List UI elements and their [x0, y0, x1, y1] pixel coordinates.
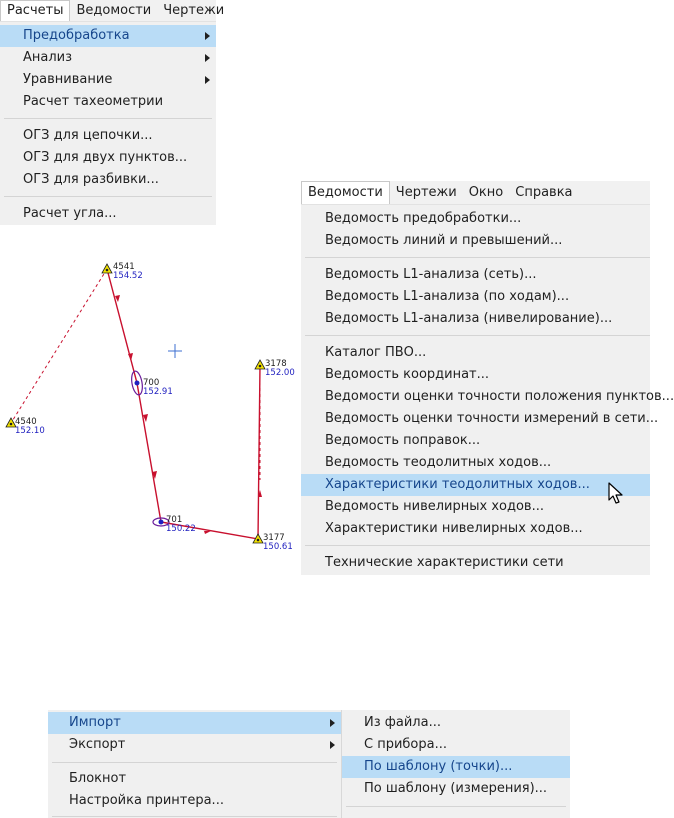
menu-item-label: Ведомость поправок...: [325, 433, 481, 448]
menu-item-l1-hody[interactable]: [301, 286, 650, 308]
menu-item-label: С прибора...: [364, 737, 447, 752]
point-marker: [159, 520, 164, 525]
menu-separator: [346, 806, 566, 807]
menu-item-label: Ведомость оценки точности измерений в сети...: [325, 411, 659, 426]
submenu-arrow-icon: [330, 719, 335, 727]
menu-item-raschet-taheometrii[interactable]: [0, 91, 216, 113]
menu-item-label: Ведомость линий и превышений...: [325, 233, 563, 248]
menu-item-harakteristiki-nivelirnyh[interactable]: [301, 518, 650, 540]
menu-item-label: Технические характеристики сети: [325, 555, 564, 570]
menu-item-ogz-razbivki[interactable]: [0, 169, 216, 191]
menu-item-label: Каталог ПВО...: [325, 345, 427, 360]
menu-item-label: Ведомости оценки точности положения пунктов...: [325, 389, 674, 404]
menu-item-ogz-dvuh-punktov[interactable]: [0, 147, 216, 169]
menu-item-predobrabotka[interactable]: [0, 25, 216, 47]
dropdown-vedomosti: [301, 205, 674, 575]
menubar-okno[interactable]: Окно: [468, 185, 504, 200]
menu-item-nivelirnye-hody[interactable]: [301, 496, 650, 518]
point-id-label: 3178: [265, 359, 287, 369]
menu-item-label: Из файла...: [364, 715, 441, 730]
menu-item-vedomost-predobrabotki[interactable]: [301, 208, 650, 230]
direction-line-dashed: [11, 269, 107, 423]
menu-item-label: ОГЗ для цепочки...: [23, 128, 153, 143]
point-height-label: 154.52: [113, 271, 143, 281]
menu-item-ogz-cepochki[interactable]: [0, 125, 216, 147]
point-height-label: 150.22: [166, 524, 196, 534]
network-drawing: [0, 250, 300, 580]
menu-item-label: Ведомость L1-анализа (сеть)...: [325, 267, 537, 282]
submenu-import: [341, 710, 570, 818]
menu-item-label: Анализ: [23, 50, 73, 65]
traverse-line: [107, 269, 260, 539]
menu-item-tehnicheskie-harakteristiki[interactable]: [301, 552, 650, 574]
menubar-vedomosti[interactable]: Ведомости: [76, 3, 152, 18]
control-point-icon: [6, 264, 265, 543]
menu-item-l1-set[interactable]: [301, 264, 650, 286]
point-height-label: 150.61: [263, 542, 293, 552]
menu-item-label: Настройка принтера...: [69, 793, 224, 808]
submenu-arrow-icon: [205, 76, 210, 84]
crosshair-icon: [168, 344, 182, 358]
menu-item-analiz[interactable]: [0, 47, 216, 69]
menu-item-label: Расчет тахеометрии: [23, 94, 164, 109]
menu-item-label: Экспорт: [69, 737, 126, 752]
menu-item-po-shablonu-izmereniya[interactable]: [342, 778, 570, 800]
menu-file-left: [48, 710, 341, 818]
mouse-cursor-icon: [608, 482, 624, 506]
menu-item-vedomost-liniy[interactable]: [301, 230, 650, 252]
menu-item-teodolitnye-hody[interactable]: [301, 452, 650, 474]
menu-separator: [305, 335, 650, 336]
menu-separator: [305, 257, 650, 258]
menubar-spravka[interactable]: Справка: [515, 185, 573, 200]
menu-item-label: По шаблону (точки)...: [364, 759, 513, 774]
menu-item-po-shablonu-tochki[interactable]: [342, 756, 570, 778]
menu-item-label: Предобработка: [23, 28, 130, 43]
menu-item-label: Расчет угла...: [23, 206, 117, 221]
point-id-label: 700: [143, 378, 160, 388]
menu-item-vedomost-popravok[interactable]: [301, 430, 650, 452]
point-id-label: 4541: [113, 262, 135, 272]
menu-item-label: По шаблону (измерения)...: [364, 781, 548, 796]
menu-item-label: Блокнот: [69, 771, 127, 786]
menu-item-label: ОГЗ для разбивки...: [23, 172, 159, 187]
menu-item-ocenka-punktov[interactable]: [301, 386, 674, 408]
submenu-arrow-icon: [330, 741, 335, 749]
menu-item-ocenka-izmereniy[interactable]: [301, 408, 659, 430]
menubar-raschety[interactable]: Расчеты: [0, 0, 70, 21]
point-height-label: 152.00: [265, 368, 295, 378]
menu-separator: [4, 196, 212, 197]
menubar-2: [301, 181, 650, 205]
menu-item-label: Ведомость теодолитных ходов...: [325, 455, 552, 470]
menu-item-s-pribora[interactable]: [342, 734, 570, 756]
point-height-label: 152.10: [15, 426, 45, 436]
menu-separator: [52, 762, 337, 763]
menu-item-uravnivanie[interactable]: [0, 69, 216, 91]
menu-item-l1-nivelirovanie[interactable]: [301, 308, 650, 330]
menu-item-label: ОГЗ для двух пунктов...: [23, 150, 188, 165]
point-id-label: 3177: [263, 533, 285, 543]
menubar-1: [0, 0, 225, 22]
menu-separator: [52, 816, 337, 817]
menu-separator: [4, 118, 212, 119]
point-height-label: 152.91: [143, 387, 173, 397]
menubar-chertezhi[interactable]: Чертежи: [395, 185, 457, 200]
point-id-label: 701: [166, 515, 183, 525]
point-marker: [135, 381, 140, 386]
menu-item-nastroyka-printera[interactable]: [48, 790, 341, 812]
menu-item-import[interactable]: [48, 712, 341, 734]
menu-item-vedomost-koordinat[interactable]: [301, 364, 650, 386]
menu-item-label: Ведомость L1-анализа (по ходам)...: [325, 289, 570, 304]
menu-item-label: Ведомость координат...: [325, 367, 490, 382]
menu-separator: [305, 545, 650, 546]
menu-item-iz-fayla[interactable]: [342, 712, 570, 734]
menu-item-label: Характеристики теодолитных ходов...: [325, 477, 590, 492]
menu-item-label: Характеристики нивелирных ходов...: [325, 521, 583, 536]
menu-item-harakteristiki-teodolitnyh[interactable]: [301, 474, 650, 496]
dropdown-raschety: [0, 22, 216, 225]
menu-item-export[interactable]: [48, 734, 341, 756]
submenu-arrow-icon: [205, 54, 210, 62]
submenu-arrow-icon: [205, 32, 210, 40]
menu-item-katalog-pvo[interactable]: [301, 342, 650, 364]
point-id-label: 4540: [15, 417, 37, 427]
menu-item-label: Ведомость L1-анализа (нивелирование)...: [325, 311, 613, 326]
menu-item-label: Ведомость предобработки...: [325, 211, 522, 226]
menu-item-label: Ведомость нивелирных ходов...: [325, 499, 544, 514]
menu-item-label: Уравнивание: [23, 72, 113, 87]
direction-arrow-icon: [115, 295, 262, 534]
menu-item-bloknot[interactable]: [48, 768, 341, 790]
menu-item-label: Импорт: [69, 715, 121, 730]
menubar-vedomosti[interactable]: Ведомости: [301, 181, 390, 204]
menubar-chertezhi[interactable]: Чертежи: [163, 3, 225, 18]
menu-item-raschet-ugla[interactable]: [0, 203, 216, 225]
